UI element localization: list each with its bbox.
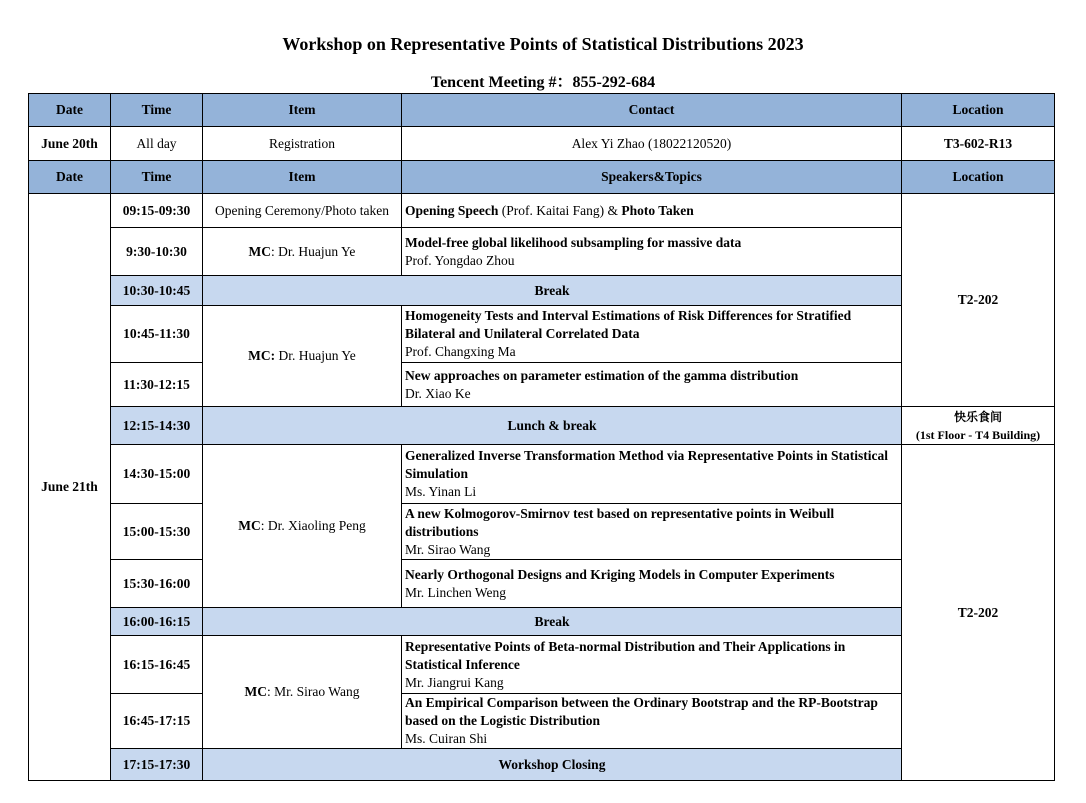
session-time: 15:30-16:00 bbox=[111, 560, 203, 608]
table-row bbox=[29, 749, 1055, 781]
mc-cell bbox=[203, 228, 402, 276]
talk-speaker: Mr. Sirao Wang bbox=[405, 541, 491, 557]
session-topic bbox=[402, 228, 902, 276]
table-row bbox=[29, 636, 1055, 694]
col-header-date-2: Date bbox=[29, 161, 111, 194]
col-header-item: Item bbox=[203, 94, 402, 127]
talk-title: An Empirical Comparison between the Ordinary Bootstrap and the RP-Bootstrap based on the Logistic Distribution bbox=[405, 695, 878, 728]
session-time: 14:30-15:00 bbox=[111, 445, 203, 504]
mc-label: MC bbox=[238, 518, 261, 533]
session-topic bbox=[402, 306, 902, 363]
lunch-location-cn: 快乐食间 bbox=[953, 409, 1002, 424]
talk-speaker: Dr. Xiao Ke bbox=[405, 385, 471, 401]
meeting-number: Tencent Meeting #：855-292-684 bbox=[430, 74, 656, 91]
table-row bbox=[29, 694, 1055, 749]
col-header-location-2: Location bbox=[902, 161, 1055, 194]
table-row bbox=[29, 194, 1055, 228]
break-time: 10:30-10:45 bbox=[111, 276, 203, 306]
registration-item: Registration bbox=[203, 127, 402, 161]
col-header-date: Date bbox=[29, 94, 111, 127]
opening-topic bbox=[402, 194, 902, 228]
session-time: 10:45-11:30 bbox=[111, 306, 203, 363]
opening-time: 09:15-09:30 bbox=[111, 194, 203, 228]
mc-label: MC bbox=[248, 243, 272, 259]
registration-time: All day bbox=[111, 127, 203, 161]
talk-speaker: Prof. Yongdao Zhou bbox=[405, 252, 515, 268]
opening-speech-label: Opening Speech bbox=[405, 202, 499, 218]
table-row bbox=[29, 560, 1055, 608]
talk-title: New approaches on parameter estimation of the gamma distribution bbox=[405, 367, 799, 383]
table-row bbox=[29, 276, 1055, 306]
opening-speech-detail: (Prof. Kaitai Fang) & bbox=[498, 202, 622, 218]
talk-speaker: Prof. Changxing Ma bbox=[405, 344, 516, 359]
mc-cell bbox=[203, 636, 402, 749]
talk-speaker: Ms. Cuiran Shi bbox=[405, 731, 488, 746]
photo-taken-label: Photo Taken bbox=[621, 202, 694, 218]
lunch-label: Lunch & break bbox=[203, 407, 902, 445]
session-time: 16:45-17:15 bbox=[111, 694, 203, 749]
day2-date: June 21th bbox=[29, 194, 111, 781]
talk-speaker: Ms. Yinan Li bbox=[405, 484, 477, 499]
page-title: Workshop on Representative Points of Statistical Distributions 2023 bbox=[282, 34, 804, 54]
table-row bbox=[29, 363, 1055, 407]
lunch-time: 12:15-14:30 bbox=[111, 407, 203, 445]
col-header-contact: Contact bbox=[402, 94, 902, 127]
location-morning: T2-202 bbox=[902, 194, 1055, 407]
mc-name: : Dr. Huajun Ye bbox=[271, 243, 356, 259]
mc-cell bbox=[203, 306, 402, 407]
lunch-location-en: (1st Floor - T4 Building) bbox=[915, 427, 1041, 442]
col-header-item-2: Item bbox=[203, 161, 402, 194]
break-time: 16:00-16:15 bbox=[111, 608, 203, 636]
closing-time: 17:15-17:30 bbox=[111, 749, 203, 781]
header-row-2 bbox=[29, 161, 1055, 194]
registration-date: June 20th bbox=[29, 127, 111, 161]
session-topic bbox=[402, 445, 902, 504]
session-topic bbox=[402, 560, 902, 608]
mc-cell bbox=[203, 445, 402, 608]
mc-name: Dr. Huajun Ye bbox=[275, 348, 356, 363]
col-header-time: Time bbox=[111, 94, 203, 127]
location-afternoon: T2-202 bbox=[902, 445, 1055, 781]
mc-label: MC bbox=[244, 684, 268, 699]
table-row bbox=[29, 608, 1055, 636]
talk-title: Homogeneity Tests and Interval Estimations of Risk Differences for Stratified Bilateral and Unilateral Correlated Data bbox=[405, 308, 852, 341]
talk-speaker: Mr. Linchen Weng bbox=[405, 584, 507, 600]
talk-title: Representative Points of Beta-normal Distribution and Their Applications in Statistical Inference bbox=[405, 638, 846, 672]
table-row bbox=[29, 504, 1055, 560]
mc-name: : Dr. Xiaoling Peng bbox=[260, 518, 366, 533]
session-topic bbox=[402, 504, 902, 560]
registration-contact: Alex Yi Zhao (18022120520) bbox=[402, 127, 902, 161]
talk-title: Model-free global likelihood subsampling for massive data bbox=[405, 234, 742, 250]
session-time: 11:30-12:15 bbox=[111, 363, 203, 407]
mc-name: : Mr. Sirao Wang bbox=[267, 684, 360, 699]
break-label: Break bbox=[203, 608, 902, 636]
talk-title: Nearly Orthogonal Designs and Kriging Models in Computer Experiments bbox=[405, 566, 835, 582]
talk-title: A new Kolmogorov-Smirnov test based on representative points in Weibull distributions bbox=[405, 505, 835, 539]
schedule-table bbox=[28, 93, 1055, 781]
table-row bbox=[29, 228, 1055, 276]
registration-row bbox=[29, 127, 1055, 161]
col-header-location: Location bbox=[902, 94, 1055, 127]
session-topic bbox=[402, 363, 902, 407]
session-time: 9:30-10:30 bbox=[111, 228, 203, 276]
table-row bbox=[29, 407, 1055, 445]
table-row bbox=[29, 306, 1055, 363]
session-time: 16:15-16:45 bbox=[111, 636, 203, 694]
session-time: 15:00-15:30 bbox=[111, 504, 203, 560]
talk-speaker: Mr. Jiangrui Kang bbox=[405, 674, 504, 690]
table-row bbox=[29, 445, 1055, 504]
break-label: Break bbox=[203, 276, 902, 306]
lunch-location bbox=[902, 407, 1055, 445]
session-topic bbox=[402, 694, 902, 749]
col-header-time-2: Time bbox=[111, 161, 203, 194]
mc-label: MC: bbox=[248, 348, 276, 363]
opening-item: Opening Ceremony/Photo taken bbox=[203, 194, 402, 228]
col-header-speakers-topics: Speakers&Topics bbox=[402, 161, 902, 194]
closing-label: Workshop Closing bbox=[203, 749, 902, 781]
registration-location: T3-602-R13 bbox=[902, 127, 1055, 161]
header-row-1 bbox=[29, 94, 1055, 127]
session-topic bbox=[402, 636, 902, 694]
talk-title: Generalized Inverse Transformation Method via Representative Points in Statistical Simulation bbox=[405, 448, 888, 481]
